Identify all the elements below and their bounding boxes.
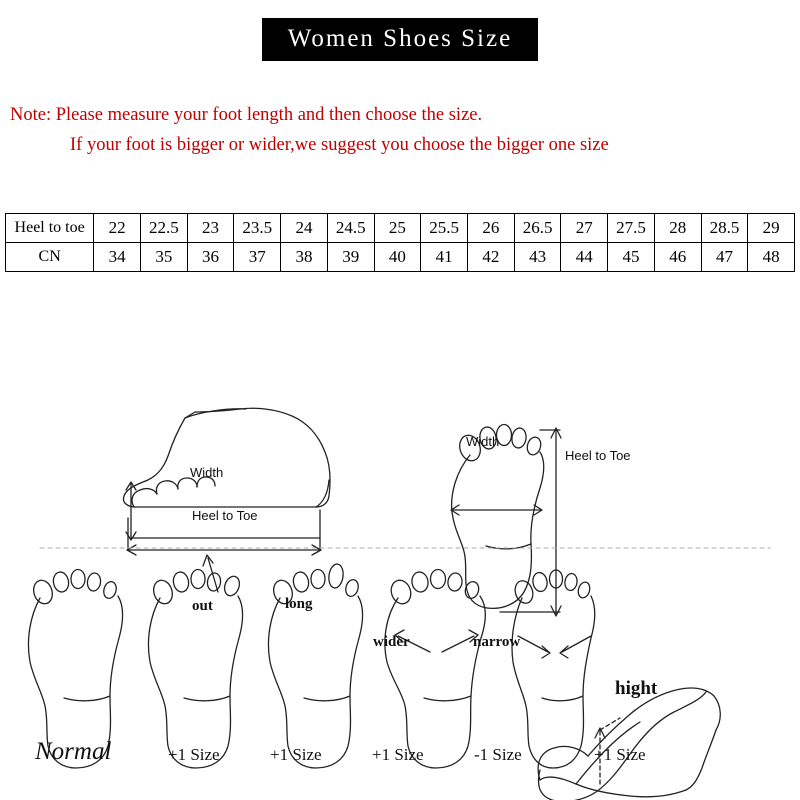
- cell-heel-9: 26.5: [514, 214, 561, 243]
- sole-foot-width-label: Width: [466, 434, 500, 449]
- cell-cn-5: 39: [327, 243, 374, 272]
- cell-cn-7: 41: [421, 243, 468, 272]
- cell-cn-9: 43: [514, 243, 561, 272]
- cell-cn-13: 47: [701, 243, 748, 272]
- table-row: [6, 214, 795, 243]
- cell-cn-1: 35: [140, 243, 187, 272]
- row-header-cn: CN: [6, 243, 94, 272]
- note-line-2: If your foot is bigger or wider,we suggest you choose the bigger one size: [70, 135, 609, 155]
- sole-foot-heel-to-toe-label: Heel to Toe: [565, 448, 631, 463]
- cell-heel-1: 22.5: [140, 214, 187, 243]
- cell-cn-8: 42: [468, 243, 515, 272]
- cell-cn-6: 40: [374, 243, 421, 272]
- foot-marker-out: out: [192, 598, 213, 614]
- cell-cn-11: 45: [608, 243, 655, 272]
- cell-cn-14: 48: [748, 243, 795, 272]
- cell-heel-7: 25.5: [421, 214, 468, 243]
- cell-cn-12: 46: [654, 243, 701, 272]
- page-title-container: [0, 18, 800, 61]
- foot-caption-3: +1 Size: [270, 745, 322, 764]
- diagram-svg: [0, 360, 800, 800]
- foot-caption-normal: Normal: [35, 738, 112, 765]
- cell-heel-14: 29: [748, 214, 795, 243]
- cell-cn-0: 34: [94, 243, 141, 272]
- cell-heel-13: 28.5: [701, 214, 748, 243]
- cell-heel-0: 22: [94, 214, 141, 243]
- cell-heel-10: 27: [561, 214, 608, 243]
- foot-caption-2: +1 Size: [168, 745, 220, 764]
- cell-heel-11: 27.5: [608, 214, 655, 243]
- note-line-1: Note: Please measure your foot length and then choose the size.: [10, 105, 483, 125]
- cell-cn-2: 36: [187, 243, 234, 272]
- foot-measurement-diagrams: [0, 360, 800, 800]
- foot-marker-hight: hight: [615, 678, 658, 699]
- cell-heel-8: 26: [468, 214, 515, 243]
- page-title: Women Shoes Size: [262, 18, 538, 61]
- cell-heel-3: 23.5: [234, 214, 281, 243]
- cell-cn-3: 37: [234, 243, 281, 272]
- foot-marker-wider: wider: [373, 634, 410, 650]
- foot-caption-6: +1 Size: [594, 745, 646, 764]
- foot-marker-narrow: narrow: [473, 634, 521, 650]
- foot-caption-5: -1 Size: [474, 745, 522, 764]
- measurement-note: [10, 100, 790, 160]
- cell-heel-4: 24: [281, 214, 328, 243]
- foot-caption-4: +1 Size: [372, 745, 424, 764]
- side-foot-heel-to-toe-label: Heel to Toe: [192, 508, 258, 523]
- cell-cn-10: 44: [561, 243, 608, 272]
- cell-heel-12: 28: [654, 214, 701, 243]
- cell-heel-5: 24.5: [327, 214, 374, 243]
- cell-heel-2: 23: [187, 214, 234, 243]
- size-chart-table: [5, 213, 795, 272]
- cell-heel-6: 25: [374, 214, 421, 243]
- row-header-heel-to-toe: Heel to toe: [6, 214, 94, 243]
- side-foot-width-label: Width: [190, 465, 224, 480]
- table-row: [6, 243, 795, 272]
- cell-cn-4: 38: [281, 243, 328, 272]
- foot-marker-long: long: [285, 596, 313, 612]
